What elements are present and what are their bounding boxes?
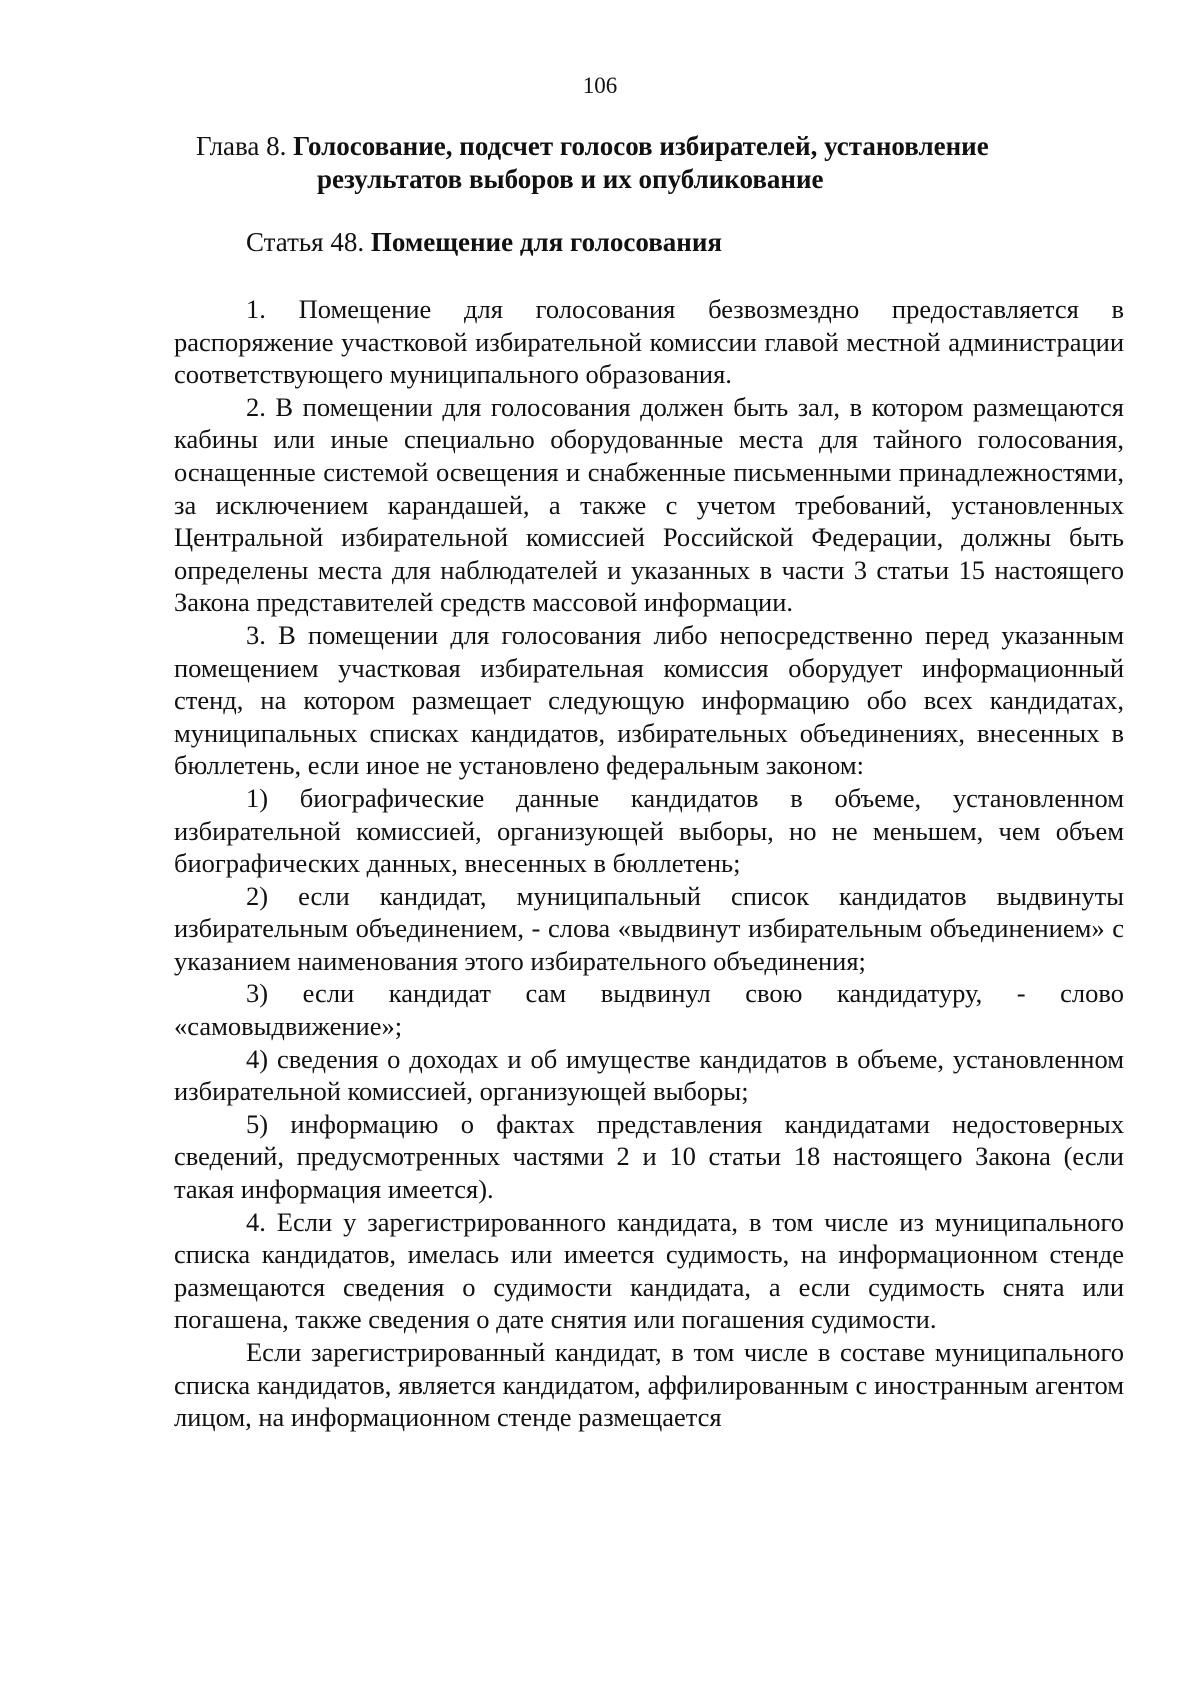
paragraph: 3) если кандидат сам выдвинул свою кандидатуру, - слово «самовыдвижение»; (174, 978, 1124, 1042)
paragraph: 1. Помещение для голосования безвозмездно предоставляется в распоряжение участковой избирательной комиссии главой местной администрации соответствующего муниципального образования. (174, 294, 1124, 390)
article-heading (246, 226, 722, 259)
page-number: 106 (582, 73, 618, 98)
paragraph: 1) биографические данные кандидатов в объеме, установленном избирательной комиссией, организующей выборы, но не меньшем, чем объем биографических данных, внесенных в бюллетень; (174, 782, 1124, 879)
chapter-prefix: Глава 8. (196, 131, 294, 161)
chapter-title-line2: результатов выборов и их опубликование (317, 164, 824, 194)
paragraph: 5) информацию о фактах представления кандидатами недостоверных сведений, предусмотренных частями 2 и 10 статьи 18 настоящего Закона (если такая информация имеется). (174, 1108, 1124, 1205)
paragraph: 3. В помещении для голосования либо непосредственно перед указанным помещением участковая избирательная комиссия оборудует информационный стенд, на котором размещает следующую информацию обо всех кандидатах, муниципальных списках кандидатов, избирательных объединениях, внесенных в бюллетень, если иное не установлено федеральным законом: (174, 619, 1124, 781)
paragraph: Если зарегистрированный кандидат, в том числе в составе муниципального списка кандидатов, является кандидатом, аффилированным с иностранным агентом лицом, на информационном стенде размещается (174, 1337, 1124, 1433)
paragraph: 2) если кандидат, муниципальный список кандидатов выдвинуты избирательным объединением, - слова «выдвинут избирательным объединением» с указанием наименования этого избирательного объединения; (174, 880, 1124, 976)
article-prefix: Статья 48. (246, 227, 371, 257)
paragraph: 4. Если у зарегистрированного кандидата, в том числе из муниципального списка кандидатов, имелась или имеется судимость, на информационном стенде размещаются сведения о судимости кандидата, а если судимость снята или погашена, также сведения о дате снятия или погашения судимости. (174, 1206, 1124, 1335)
article-title: Помещение для голосования (370, 227, 723, 257)
chapter-heading (196, 130, 1076, 196)
article-body (174, 293, 1124, 1434)
paragraph: 4) сведения о доходах и об имуществе кандидатов в объеме, установленном избирательной комиссией, организующей выборы; (174, 1043, 1124, 1107)
paragraph: 2. В помещении для голосования должен быть зал, в котором размещаются кабины или иные специально оборудованные места для тайного голосования, оснащенные системой освещения и снабженные письменными принадлежностями, за исключением карандашей, а также с учетом требований, установленных Центральной избирательной комиссией Российской Федерации, должны быть определены места для наблюдателей и указанных в части 3 статьи 15 настоящего Закона представителей средств массовой информации. (174, 391, 1124, 618)
chapter-title-line1: Голосование, подсчет голосов избирателей, установление (293, 131, 989, 161)
